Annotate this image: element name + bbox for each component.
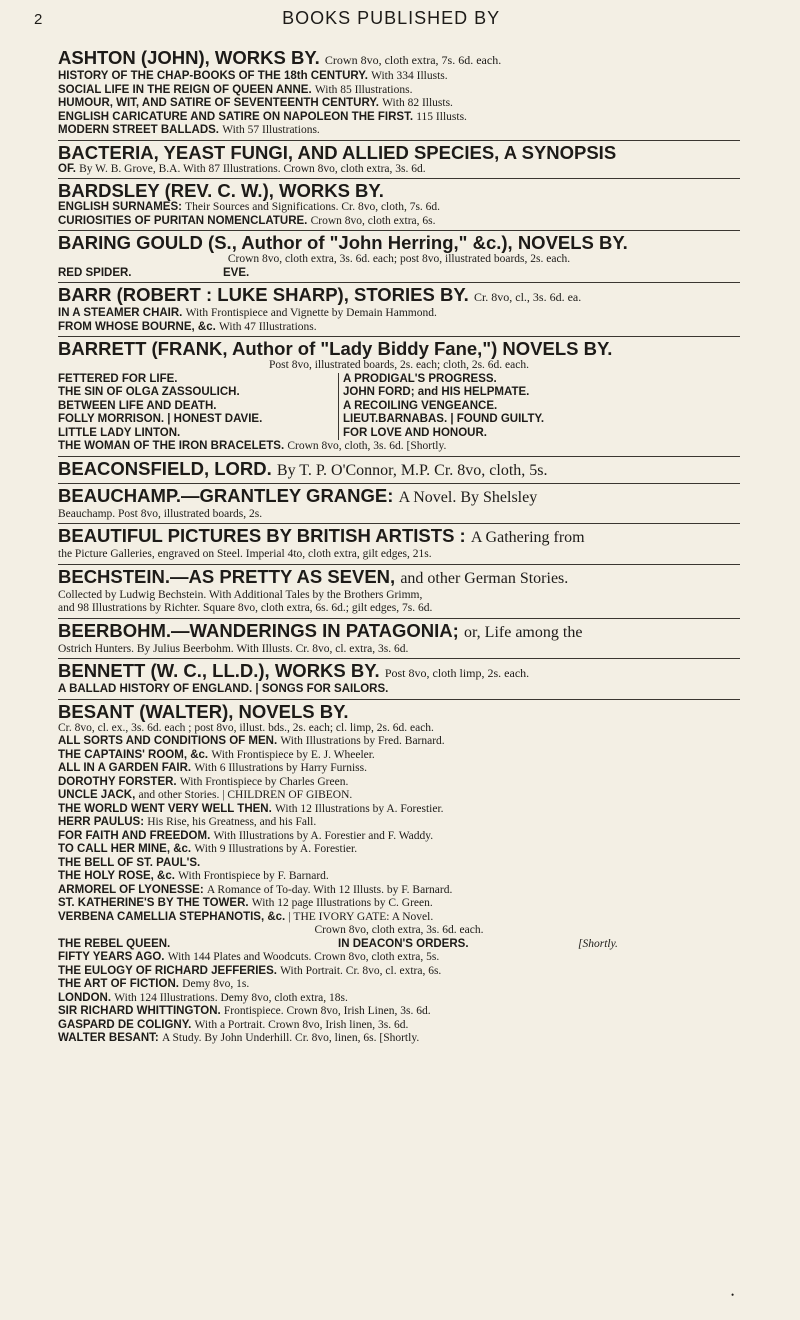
entry-heading: ASHTON (JOHN), WORKS BY. (58, 47, 320, 68)
titles-right-column (338, 373, 618, 441)
book-title: A BALLAD HISTORY OF ENGLAND. | SONGS FOR SAILORS. (58, 683, 389, 695)
entry-beauchamp (58, 484, 740, 525)
entry-baring-gould (58, 231, 740, 283)
book-note: Crown 8vo, cloth extra, 3s. 6d. each. (314, 924, 484, 936)
book-note: Beauchamp. Post 8vo, illustrated boards, 2s. (58, 507, 263, 520)
book-title: THE BELL OF ST. PAUL'S. (58, 856, 201, 869)
book-title: HERR PAULUS: (58, 816, 145, 828)
book-title: THE EULOGY OF RICHARD JEFFERIES. (58, 964, 277, 977)
entry-bennett (58, 659, 740, 700)
book-note: With 9 Illustrations by A. Forestier. (194, 843, 358, 855)
entry-heading: BESANT (WALTER), NOVELS BY. (58, 700, 349, 722)
page-mark: • (731, 1290, 735, 1300)
book-title: THE CAPTAINS' ROOM, &c. (58, 748, 209, 761)
book-title: HISTORY OF THE CHAP-BOOKS OF THE 18th CENTURY. (58, 70, 368, 82)
book-title: THE SIN OF OLGA ZASSOULICH. (58, 386, 240, 398)
book-note: Demy 8vo, 1s. (182, 978, 250, 990)
entry-beautiful-pictures (58, 524, 740, 565)
book-title: THE ART OF FICTION. (58, 978, 179, 990)
entry-note: A Novel. By Shelsley (398, 488, 538, 506)
book-title: BETWEEN LIFE AND DEATH. (58, 399, 217, 412)
book-title: A PRODIGAL'S PROGRESS. (343, 372, 497, 385)
book-title: ST. KATHERINE'S BY THE TOWER. (58, 897, 249, 909)
book-title: LIEUT.BARNABAS. | FOUND GUILTY. (343, 413, 545, 425)
entry-note: and other German Stories. (400, 569, 569, 587)
entry-heading: BARRETT (FRANK, Author of "Lady Biddy Fane,") NOVELS BY. (58, 338, 613, 359)
book-note: With Frontispiece by Charles Green. (179, 775, 349, 788)
book-note: With Illustrations by Fred. Barnard. (280, 735, 445, 747)
entry-price: Cr. 8vo, cl., 3s. 6d. ea. (473, 290, 582, 304)
book-note: the Picture Galleries, engraved on Steel. Imperial 4to, cloth extra, gilt edges, 21s. (58, 548, 432, 560)
book-note: With Frontispiece by F. Barnard. (178, 870, 329, 882)
entry-heading: BEACONSFIELD, LORD. (58, 457, 272, 479)
entry-note: A Gathering from (470, 529, 585, 546)
entry-heading: BENNETT (W. C., LL.D.), WORKS BY. (58, 660, 380, 681)
entry-heading: BEAUCHAMP.—GRANTLEY GRANGE: (58, 484, 394, 506)
book-note: A Study. By John Underhill. Cr. 8vo, linen, 6s. [Shortly. (161, 1032, 420, 1044)
book-note: 115 Illusts. (416, 110, 467, 123)
book-title: CURIOSITIES OF PURITAN NOMENCLATURE. (58, 214, 308, 227)
entry-price: Post 8vo, cloth limp, 2s. each. (384, 666, 530, 680)
book-note: With Portrait. Cr. 8vo, cl. extra, 6s. (280, 964, 442, 977)
book-title: ENGLISH CARICATURE AND SATIRE ON NAPOLEON THE FIRST. (58, 110, 414, 123)
book-note: By W. B. Grove, B.A. With 87 Illustrations. Crown 8vo, cloth extra, 3s. 6d. (79, 162, 426, 175)
book-title: ENGLISH SURNAMES: (58, 201, 182, 213)
book-title: FOR LOVE AND HONOUR. (343, 426, 487, 439)
book-title: ARMOREL OF LYONESSE: (58, 883, 204, 896)
book-note: Ostrich Hunters. By Julius Beerbohm. With Illusts. Cr. 8vo, cl. extra, 3s. 6d. (58, 642, 409, 655)
book-note: With 47 Illustrations. (219, 320, 317, 333)
book-title: IN DEACON'S ORDERS. (338, 937, 469, 950)
book-note: A Romance of To-day. With 12 Illusts. by F. Barnard. (206, 883, 453, 896)
book-note: Cr. 8vo, cl. ex., 3s. 6d. each ; post 8vo, illust. bds., 2s. each; cl. limp, 2s. 6d. each. (58, 721, 434, 734)
entry-heading: BACTERIA, YEAST FUNGI, AND ALLIED SPECIES, A SYNOPSIS (58, 141, 617, 163)
book-note: Collected by Ludwig Bechstein. With Additional Tales by the Brothers Grimm, (58, 588, 423, 601)
book-note: Crown 8vo, cloth extra, 3s. 6d. each; post 8vo, illustrated boards, 2s. each. (227, 253, 571, 265)
book-title: DOROTHY FORSTER. (58, 775, 177, 788)
page-header (34, 0, 740, 46)
book-note: With 12 Illustrations by A. Forestier. (275, 802, 444, 815)
running-title: BOOKS PUBLISHED BY (282, 8, 501, 28)
book-note: With 6 Illustrations by Harry Furniss. (194, 762, 367, 774)
book-title: FETTERED FOR LIFE. (58, 372, 178, 385)
book-title: FROM WHOSE BOURNE, &c. (58, 320, 216, 333)
book-note: With 124 Illustrations. Demy 8vo, cloth extra, 18s. (114, 991, 348, 1004)
book-note: With Illustrations by A. Forestier and F. Waddy. (213, 829, 434, 842)
book-note: With 144 Plates and Woodcuts. Crown 8vo, cloth extra, 5s. (167, 951, 440, 963)
book-title: LITTLE LADY LINTON. (58, 426, 181, 439)
book-note: Crown 8vo, cloth extra, 6s. (310, 214, 436, 227)
book-note: With 82 Illusts. (382, 97, 453, 109)
entry-note: or, Life among the (463, 623, 583, 641)
book-note: Crown 8vo, cloth, 3s. 6d. [Shortly. (287, 440, 447, 452)
book-title: ALL SORTS AND CONDITIONS OF MEN. (58, 735, 278, 747)
entry-besant (58, 700, 740, 1048)
book-title: THE REBEL QUEEN. (58, 937, 171, 950)
book-note: With 12 page Illustrations by C. Green. (251, 897, 433, 909)
entry-ashton (58, 46, 740, 141)
book-title: A RECOILING VENGEANCE. (343, 399, 498, 412)
book-title: RED SPIDER. (58, 266, 132, 279)
entry-beaconsfield (58, 457, 740, 484)
book-title: FIFTY YEARS AGO. (58, 951, 165, 963)
entry-heading: BARDSLEY (REV. C. W.), WORKS BY. (58, 180, 384, 201)
book-title: SOCIAL LIFE IN THE REIGN OF QUEEN ANNE. (58, 83, 312, 96)
book-title: FOR FAITH AND FREEDOM. (58, 829, 211, 842)
book-note: [Shortly. (578, 937, 618, 950)
book-title: TO CALL HER MINE, &c. (58, 843, 192, 855)
book-title: IN A STEAMER CHAIR. (58, 307, 183, 319)
entry-price: By T. P. O'Connor, M.P. Cr. 8vo, cloth, 5s. (276, 461, 548, 479)
book-note: Post 8vo, illustrated boards, 2s. each; cloth, 2s. 6d. each. (269, 359, 529, 371)
book-title: EVE. (223, 266, 250, 279)
entry-price: Crown 8vo, cloth extra, 7s. 6d. each. (324, 53, 502, 67)
book-note: His Rise, his Greatness, and his Fall. (147, 816, 317, 828)
entry-heading: BEERBOHM.—WANDERINGS IN PATAGONIA; (58, 619, 459, 641)
book-note: With Frontispiece by E. J. Wheeler. (211, 748, 375, 761)
book-title: THE WOMAN OF THE IRON BRACELETS. (58, 440, 285, 452)
book-title: OF. (58, 162, 76, 175)
entry-beerbohm (58, 619, 740, 660)
entry-heading: BARR (ROBERT : LUKE SHARP), STORIES BY. (58, 284, 469, 305)
book-note: and 98 Illustrations by Richter. Square 8vo, cloth extra, 6s. 6d.; gilt edges, 7s. 6d. (58, 602, 433, 614)
book-title: SIR RICHARD WHITTINGTON. (58, 1005, 221, 1017)
book-title: ALL IN A GARDEN FAIR. (58, 762, 192, 774)
book-title: THE WORLD WENT VERY WELL THEN. (58, 802, 272, 815)
book-title: VERBENA CAMELLIA STEPHANOTIS, &c. (58, 910, 286, 923)
page-number: 2 (34, 11, 43, 28)
book-title: WALTER BESANT: (58, 1032, 159, 1044)
book-title: MODERN STREET BALLADS. (58, 124, 219, 136)
book-note: With a Portrait. Crown 8vo, Irish linen, 3s. 6d. (194, 1018, 409, 1031)
book-note: With Frontispiece and Vignette by Demain Hammond. (185, 307, 437, 319)
entry-bacteria (58, 141, 740, 180)
entry-bardsley (58, 179, 740, 231)
entry-barrett (58, 337, 740, 457)
book-note: and other Stories. | CHILDREN OF GIBEON. (138, 789, 353, 801)
book-note: | THE IVORY GATE: A Novel. (288, 910, 434, 923)
book-title: FOLLY MORRISON. | HONEST DAVIE. (58, 413, 263, 425)
entry-heading: BEAUTIFUL PICTURES BY BRITISH ARTISTS : (58, 525, 466, 546)
book-title: JOHN FORD; and HIS HELPMATE. (343, 386, 530, 398)
book-title: UNCLE JACK, (58, 789, 136, 801)
book-note: Frontispiece. Crown 8vo, Irish Linen, 3s. 6d. (223, 1005, 431, 1017)
entry-barr (58, 283, 740, 337)
book-note: With 57 Illustrations. (222, 124, 320, 136)
book-note: With 334 Illusts. (371, 70, 448, 82)
book-note: Their Sources and Significations. Cr. 8vo, cloth, 7s. 6d. (185, 201, 441, 213)
entry-heading: BARING GOULD (S., Author of "John Herring," &c.), NOVELS BY. (58, 232, 628, 253)
entry-heading: BECHSTEIN.—AS PRETTY AS SEVEN, (58, 565, 396, 587)
titles-left-column (58, 373, 338, 441)
book-note: With 85 Illustrations. (314, 83, 413, 96)
book-title: GASPARD DE COLIGNY. (58, 1018, 192, 1031)
book-title: HUMOUR, WIT, AND SATIRE OF SEVENTEENTH CENTURY. (58, 97, 379, 109)
entry-bechstein (58, 565, 740, 619)
book-title: THE HOLY ROSE, &c. (58, 870, 175, 882)
book-title: LONDON. (58, 991, 112, 1004)
